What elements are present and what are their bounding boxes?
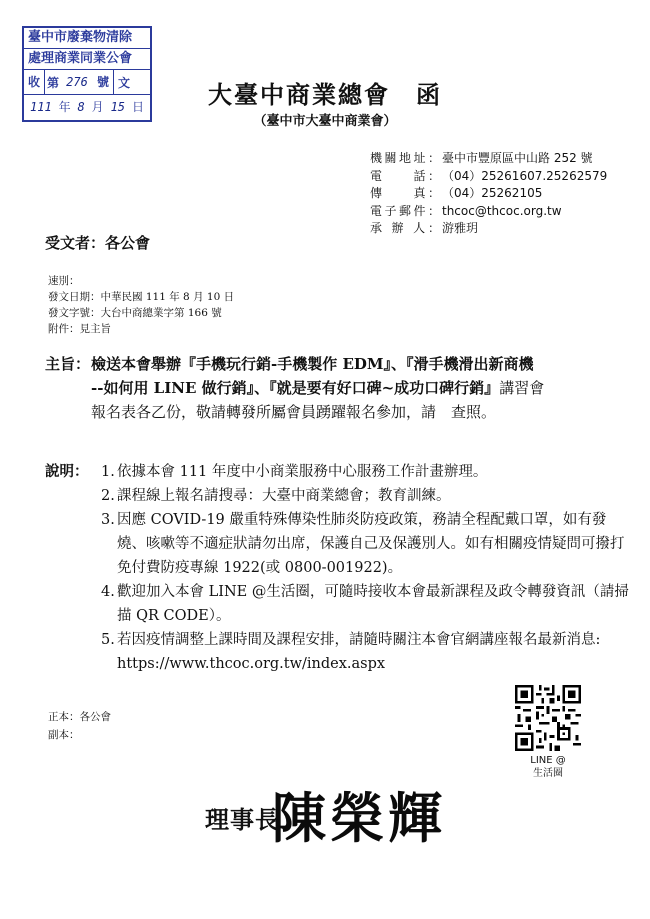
item-text: 若因疫情調整上課時間及課程安排，請隨時關注本會官網講座報名最新消息: https://www.thcoc.org.tw/index.aspx [117,632,601,672]
document-title: 大臺中商業總會 函 [208,80,442,109]
stamp-day: 15 [110,100,126,114]
item-number: 2. [101,488,115,504]
explanation-item [101,484,635,508]
stamp-wen: 文 [117,75,130,90]
stamp-hao: 號 [93,70,114,94]
chairman-name: 陳榮輝 [272,786,446,850]
item-number: 1. [101,464,115,480]
qr-caption-line2: 生活圈 [533,768,563,779]
explanation-item [101,508,635,580]
cc-primary: 正本：各公會 [48,711,111,723]
item-text: 因應 COVID-19 嚴重特殊傳染性肺炎防疫政策，務請全程配戴口罩，如有發燒、咳嗽等不適症狀請勿出席，保護自己及保護別人。如有相關疫情疑問可撥打免付費防疫專線 1922(或 0800-001922)。 [117,512,625,576]
meta-attachment: 附件：見主旨 [48,323,111,335]
chairman-title: 理事長 [205,805,280,834]
contact-label: 傳 真： [370,186,440,200]
document-subtitle: （臺中市大臺中商業會） [253,114,397,129]
qr-caption-line1: LINE @ [530,755,566,766]
contact-value: thcoc@thcoc.org.tw [442,203,562,218]
subject-body [91,352,625,424]
qr-code-icon[interactable] [515,685,581,751]
contact-value: 臺中市豐原區中山路 252 號 [442,151,593,165]
subject-section [45,352,625,424]
stamp-ri: 日 [131,100,144,114]
stamp-org-line1: 臺中市廢棄物清除 [24,28,150,49]
contact-block [370,150,607,238]
contact-value: （04）25261607.25262579 [442,168,608,183]
item-number: 4. [101,584,115,600]
contact-phone [370,168,607,186]
item-text: 依據本會 111 年度中小商業服務中心服務工作計畫辦理。 [117,464,488,480]
contact-address [370,150,607,168]
contact-value: （04）25262105 [442,186,543,200]
recipient: 受文者：各公會 [45,234,151,252]
contact-handler [370,220,607,238]
subject-label: 主旨： [45,355,91,373]
contact-fax [370,185,607,203]
contact-value: 游雅玥 [442,221,479,235]
contact-label: 機關地址： [370,151,440,165]
item-number: 3. [101,512,115,528]
item-text: 課程線上報名請搜尋：大臺中商業總會；教育訓練。 [117,488,451,504]
distribution-list [48,708,111,744]
subject-line [91,376,625,400]
item-text: 歡迎加入本會 LINE @生活圈，可隨時接收本會最新課程及政令轉發資訊（請掃描 QR CODE）。 [117,584,629,624]
document-meta [48,273,234,337]
subject-line-tail: 講習會 [499,379,545,397]
explanation-item [101,460,635,484]
contact-email [370,203,607,221]
subject-line: 報名表各乙份，敬請轉發所屬會員踴躍報名參加，請 查照。 [91,403,497,421]
contact-label: 電 話： [370,168,440,183]
stamp-yue: 月 [91,100,104,114]
explanation-item [101,628,635,676]
meta-speed: 速別： [48,275,80,287]
stamp-di: 第 [46,75,59,90]
explanation-label: 說明： [45,463,89,480]
explanation-item [101,580,635,628]
meta-date: 發文日期：中華民國 111 年 8 月 10 日 [48,291,235,303]
stamp-shou: 收 [24,70,45,94]
explanation-section [45,460,635,676]
stamp-org-line2: 處理商業同業公會 [24,49,150,70]
subject-line-part: --如何用 LINE 做行銷』、『就是要有好口碑~成功口碑行銷』 [91,379,500,397]
stamp-nian: 年 [58,100,71,114]
subject-line: 檢送本會舉辦『手機玩行銷-手機製作 EDM』、『滑手機滑出新商機 [91,355,534,373]
cc-copy: 副本： [48,729,80,741]
stamp-year: 111 [30,100,52,114]
meta-doc-number: 發文字號：大台中商總業字第 166 號 [48,307,222,319]
qr-caption [505,754,591,780]
stamp-month: 8 [77,100,85,114]
item-number: 5. [101,632,115,648]
contact-label: 電子郵件： [370,203,440,218]
stamp-number: 276 [66,75,88,89]
contact-label: 承 辦 人： [370,221,440,235]
